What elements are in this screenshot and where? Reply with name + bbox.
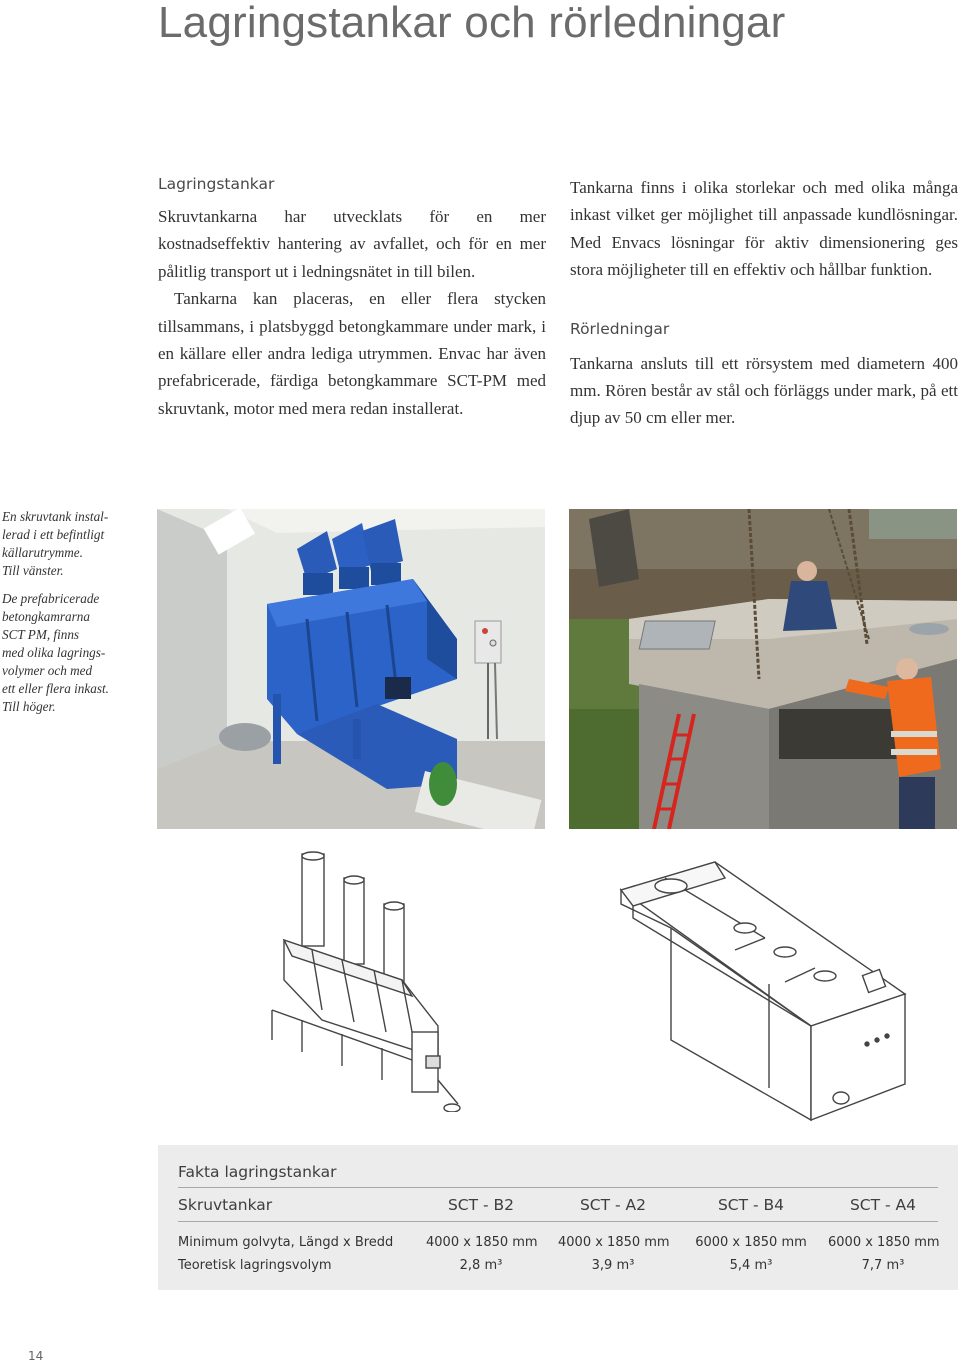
table-cell: 4000 x 1850 mm: [558, 1235, 670, 1250]
page-number: 14: [28, 1349, 44, 1363]
page-title: Lagringstankar och rörledningar: [158, 0, 786, 47]
caption-right-photo: De prefabricerade betongkamrarna SCT PM, finns med olika lagrings- volymer och med ett eller flera inkast. Till höger.: [2, 591, 109, 714]
header-cell-sct-b2: SCT - B2: [447, 1196, 515, 1214]
table-cell: Minimum golvyta, Längd x Bredd: [178, 1235, 394, 1250]
divider: [178, 1187, 938, 1188]
section-heading-lagringstankar: Lagringstankar: [158, 175, 275, 193]
photo-concrete-chamber-installation: [569, 509, 957, 829]
drawing-screw-tank: [262, 850, 462, 1112]
drawing-concrete-chamber: [615, 858, 911, 1128]
fact-box: [158, 1145, 958, 1290]
paragraph: Tankarna kan placeras, en eller flera stycken tillsammans, i platsbyggd betongkammare under mark, i en källare eller andra lediga utrymmen. Envac har även prefabricerade, färdiga betongkammare SCT-PM med skruvtank, motor med mera redan installerat.: [158, 289, 546, 418]
table-cell: 6000 x 1850 mm: [695, 1235, 807, 1250]
table-cell: 2,8 m³: [459, 1258, 503, 1273]
photo-captions: [2, 508, 142, 716]
header-cell-sct-a2: SCT - A2: [579, 1196, 647, 1214]
fact-box-title: Fakta lagringstankar: [178, 1163, 337, 1181]
table-cell: 3,9 m³: [591, 1258, 635, 1273]
left-text-column: [158, 175, 546, 422]
table-cell: 4000 x 1850 mm: [426, 1235, 538, 1250]
photo-screw-tank-basement: [157, 509, 545, 829]
header-cell-sct-a4: SCT - A4: [849, 1196, 917, 1214]
divider: [178, 1221, 938, 1222]
caption-left-photo: En skruvtank instal- lerad i ett befintligt källarutrymme. Till vänster.: [2, 509, 109, 578]
paragraph: Skruvtankarna har utvecklats för en mer kostnadseffektiv hantering av avfallet, och för en mer pålitlig transport ut i ledningsnätet in till bilen.: [158, 207, 546, 281]
paragraph: Tankarna ansluts till ett rörsystem med diametern 400 mm. Rören består av stål och förläggs under mark, på ett djup av 50 cm eller mer.: [570, 353, 958, 428]
table-cell: 5,4 m³: [729, 1258, 773, 1273]
paragraph: Tankarna finns i olika storlekar och med olika många inkast vilket ger möjlighet till anpassade kundlösningar. Med Envacs lösningar för aktiv dimensionering ges stora möjligheter till en effektiv och hållbar funktion.: [570, 178, 958, 280]
header-cell-sct-b4: SCT - B4: [717, 1196, 785, 1214]
table-cell: Teoretisk lagringsvolym: [178, 1258, 332, 1273]
right-text-column: [570, 174, 958, 432]
section-heading-rorledningar: Rörledningar: [570, 319, 670, 338]
header-cell-skruvtankar: Skruvtankar: [178, 1196, 273, 1214]
table-cell: 6000 x 1850 mm: [828, 1235, 940, 1250]
table-cell: 7,7 m³: [861, 1258, 905, 1273]
